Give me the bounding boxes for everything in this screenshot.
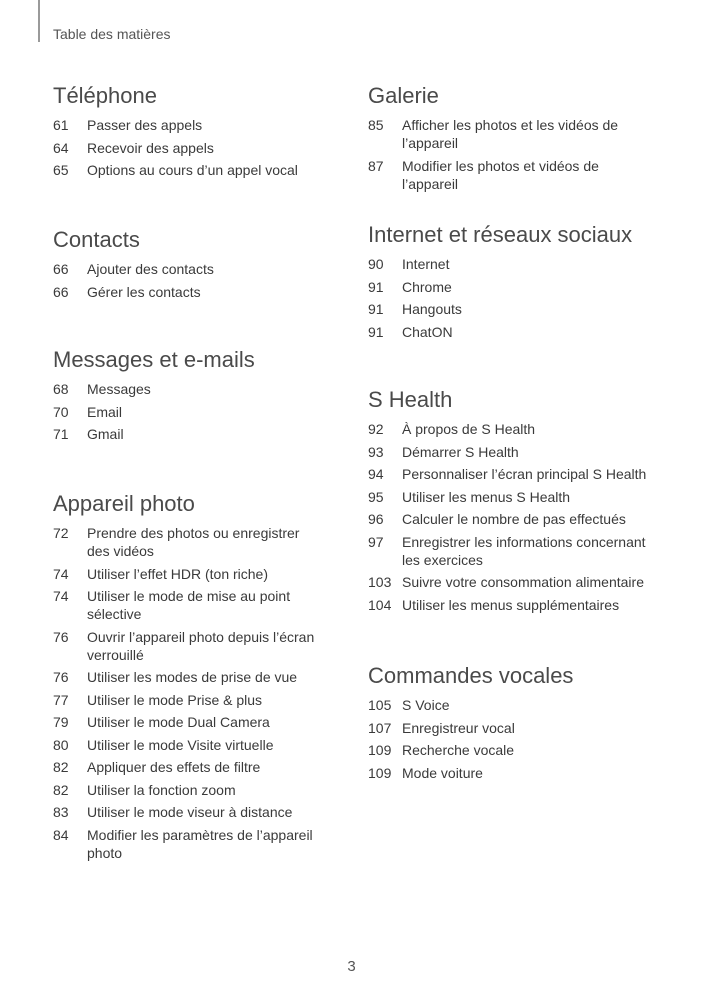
header-title: Table des matières bbox=[53, 26, 171, 42]
header-rule bbox=[38, 0, 40, 42]
toc-entry[interactable] bbox=[368, 741, 658, 759]
toc-entry-page: 74 bbox=[53, 565, 69, 582]
toc-entry-label: Gmail bbox=[87, 426, 124, 442]
toc-entry-label: Options au cours d’un appel vocal bbox=[87, 162, 298, 178]
toc-entry[interactable] bbox=[53, 736, 323, 754]
toc-entry-page: 76 bbox=[53, 628, 69, 645]
toc-entry-page: 74 bbox=[53, 588, 69, 604]
toc-entry-page: 79 bbox=[53, 714, 69, 730]
toc-entry-label: Suivre votre consommation alimentaire bbox=[402, 574, 644, 590]
toc-entry[interactable] bbox=[368, 573, 658, 591]
toc-entry[interactable] bbox=[53, 524, 323, 560]
toc-entry-label: Recherche vocale bbox=[402, 742, 515, 758]
toc-entry-page: 94 bbox=[368, 466, 384, 482]
toc-entry-label: Modifier les photos et vidéos de l’appareil bbox=[402, 157, 599, 192]
toc-entry-label: ChatON bbox=[402, 323, 453, 340]
toc-section bbox=[368, 221, 658, 345]
toc-entry-label: Hangouts bbox=[402, 301, 462, 317]
toc-entry[interactable] bbox=[368, 278, 658, 296]
toc-entry-label: Utiliser la fonction zoom bbox=[87, 781, 236, 798]
toc-entry[interactable] bbox=[368, 420, 658, 438]
toc-entry-label: Chrome bbox=[402, 278, 452, 295]
toc-entry[interactable] bbox=[368, 719, 658, 737]
toc-entry-page: 80 bbox=[53, 736, 69, 753]
toc-entry[interactable] bbox=[53, 628, 323, 664]
toc-entry-label: Internet bbox=[402, 256, 450, 272]
toc-entry-label: Utiliser le mode viseur à distance bbox=[87, 804, 293, 820]
toc-entry-label: Utiliser les menus S Health bbox=[402, 488, 571, 505]
section-title: Galerie bbox=[368, 83, 439, 108]
toc-entry-page: 68 bbox=[53, 381, 69, 397]
section-title: Messages et e-mails bbox=[53, 347, 255, 372]
toc-entry[interactable] bbox=[53, 403, 323, 421]
section-title: Téléphone bbox=[53, 83, 157, 108]
toc-section bbox=[368, 82, 658, 197]
toc-entry-page: 103 bbox=[368, 574, 392, 590]
toc-entry-page: 109 bbox=[368, 742, 392, 758]
toc-entry-label: Passer des appels bbox=[87, 117, 203, 133]
toc-entry[interactable] bbox=[368, 764, 658, 782]
toc-entry[interactable] bbox=[53, 758, 323, 776]
toc-entry-page: 66 bbox=[53, 283, 69, 300]
toc-entry-label: Utiliser le mode Visite virtuelle bbox=[87, 736, 274, 753]
toc-entry-label: Afficher les photos et les vidéos de l’appareil bbox=[402, 117, 619, 151]
toc-entry[interactable] bbox=[53, 668, 323, 686]
toc-entry-label: Utiliser les menus supplémentaires bbox=[402, 596, 620, 613]
toc-entry[interactable] bbox=[53, 380, 323, 398]
toc-entry-page: 72 bbox=[53, 525, 69, 541]
toc-entry[interactable] bbox=[368, 116, 658, 152]
toc-entry-label: Utiliser le mode Prise & plus bbox=[87, 691, 263, 708]
toc-entry-page: 95 bbox=[368, 488, 384, 505]
toc-entry-page: 97 bbox=[368, 533, 384, 550]
toc-entry-page: 84 bbox=[53, 826, 69, 843]
toc-entry-page: 96 bbox=[368, 511, 384, 527]
toc-entry-page: 82 bbox=[53, 759, 69, 775]
toc-section bbox=[368, 386, 658, 618]
toc-entry-label: Utiliser le mode de mise au point sélective bbox=[87, 588, 291, 622]
toc-entry-page: 76 bbox=[53, 669, 69, 685]
toc-entry[interactable] bbox=[53, 139, 323, 157]
toc-entry-page: 91 bbox=[368, 278, 384, 295]
toc-entry-label: Enregistreur vocal bbox=[402, 719, 515, 736]
toc-entry-page: 92 bbox=[368, 421, 384, 437]
toc-entry-label: Messages bbox=[87, 381, 151, 397]
toc-entry-label: Calculer le nombre de pas effectués bbox=[402, 511, 626, 527]
toc-section bbox=[368, 662, 658, 786]
section-title: Contacts bbox=[53, 227, 140, 252]
toc-entry-label: Démarrer S Health bbox=[402, 443, 519, 460]
toc-entry-label: Appliquer des effets de filtre bbox=[87, 759, 261, 775]
toc-entry-label: Personnaliser l’écran principal S Health bbox=[402, 466, 647, 482]
toc-entry-page: 61 bbox=[53, 117, 69, 133]
toc-entry[interactable] bbox=[53, 116, 323, 134]
toc-entry-page: 104 bbox=[368, 596, 392, 613]
toc-entry-page: 91 bbox=[368, 301, 384, 317]
toc-entry[interactable] bbox=[53, 781, 323, 799]
toc-entry[interactable] bbox=[53, 826, 323, 862]
page-number: 3 bbox=[347, 958, 356, 975]
toc-entry-page: 87 bbox=[368, 157, 384, 174]
toc-entry-label: Gérer les contacts bbox=[87, 283, 201, 300]
toc-entry-page: 71 bbox=[53, 426, 69, 442]
toc-entry[interactable] bbox=[53, 587, 323, 623]
toc-entry[interactable] bbox=[368, 510, 658, 528]
toc-entry-page: 65 bbox=[53, 162, 69, 178]
toc-entry-label: Utiliser l’effet HDR (ton riche) bbox=[87, 565, 269, 582]
toc-entry[interactable] bbox=[53, 565, 323, 583]
toc-entry[interactable] bbox=[368, 443, 658, 461]
section-title: Appareil photo bbox=[53, 491, 195, 516]
toc-entry[interactable] bbox=[368, 488, 658, 506]
toc-entry[interactable] bbox=[368, 300, 658, 318]
toc-entry[interactable] bbox=[368, 323, 658, 341]
toc-section bbox=[53, 82, 323, 184]
toc-section bbox=[53, 490, 323, 866]
toc-entry-label: Mode voiture bbox=[402, 764, 483, 781]
toc-entry-label: Enregistrer les informations concernant les exercices bbox=[402, 533, 646, 568]
section-title: S Health bbox=[368, 387, 453, 412]
toc-entry-label: Prendre des photos ou enregistrer des vidéos bbox=[87, 525, 300, 559]
toc-entry[interactable] bbox=[53, 161, 323, 179]
toc-entry-page: 85 bbox=[368, 117, 384, 133]
toc-entry-page: 105 bbox=[368, 697, 392, 713]
toc-entry[interactable] bbox=[53, 803, 323, 821]
toc-entry-page: 83 bbox=[53, 804, 69, 820]
toc-entry-page: 70 bbox=[53, 403, 69, 420]
toc-entry[interactable] bbox=[368, 255, 658, 273]
toc-entry-label: Recevoir des appels bbox=[87, 139, 214, 156]
toc-entry-page: 93 bbox=[368, 443, 384, 460]
toc-entry-label: Ouvrir l’appareil photo depuis l’écran verrouillé bbox=[87, 628, 315, 663]
toc-entry[interactable] bbox=[53, 425, 323, 443]
toc-entry-label: Utiliser le mode Dual Camera bbox=[87, 714, 270, 730]
toc-entry-page: 64 bbox=[53, 139, 69, 156]
section-title: Internet et réseaux sociaux bbox=[368, 222, 633, 247]
toc-entry[interactable] bbox=[53, 713, 323, 731]
section-title: Commandes vocales bbox=[368, 663, 574, 688]
toc-entry-page: 107 bbox=[368, 719, 392, 736]
toc-entry-label: À propos de S Health bbox=[402, 421, 536, 437]
toc-entry[interactable] bbox=[368, 465, 658, 483]
toc-entry-label: Ajouter des contacts bbox=[87, 261, 214, 277]
toc-entry-page: 66 bbox=[53, 261, 69, 277]
toc-entry[interactable] bbox=[368, 596, 658, 614]
toc-entry-page: 91 bbox=[368, 323, 384, 340]
toc-entry-label: Modifier les paramètres de l’appareil photo bbox=[87, 826, 313, 861]
toc-section bbox=[53, 226, 323, 305]
toc-entry-label: Email bbox=[87, 403, 123, 420]
toc-entry[interactable] bbox=[368, 533, 658, 569]
toc-entry-page: 109 bbox=[368, 764, 392, 781]
toc-entry-label: S Voice bbox=[402, 697, 450, 713]
toc-entry[interactable] bbox=[368, 696, 658, 714]
toc-entry-label: Utiliser les modes de prise de vue bbox=[87, 669, 298, 685]
toc-entry-page: 90 bbox=[368, 256, 384, 272]
toc-entry-page: 82 bbox=[53, 781, 69, 798]
toc-entry[interactable] bbox=[368, 157, 658, 193]
toc-entry[interactable] bbox=[53, 283, 323, 301]
toc-entry[interactable] bbox=[53, 260, 323, 278]
toc-entry-page: 77 bbox=[53, 691, 69, 708]
toc-section bbox=[53, 346, 323, 448]
toc-entry[interactable] bbox=[53, 691, 323, 709]
